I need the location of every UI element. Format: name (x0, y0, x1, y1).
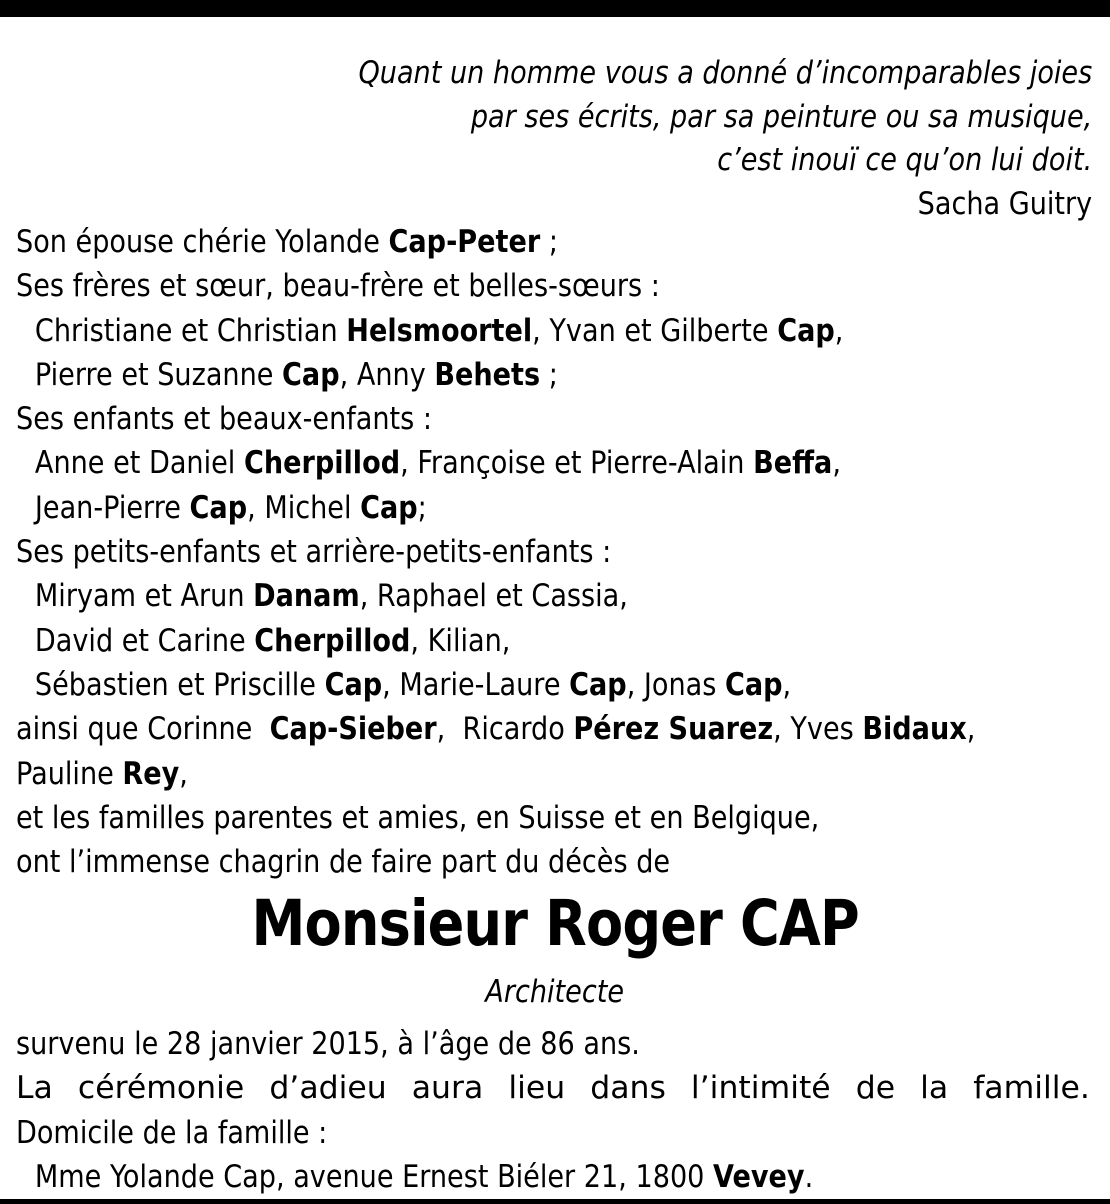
children-text: Jean-Pierre (34, 489, 190, 526)
family-surname: Cap (282, 356, 340, 393)
children-line-1 (16, 441, 1100, 485)
top-border-rule (0, 0, 1110, 17)
family-surname: Danam (253, 578, 360, 615)
punctuation: ; (417, 489, 427, 526)
spouse-line (16, 220, 1100, 264)
children-line-2 (16, 486, 1100, 530)
address-text: Mme Yolande Cap, avenue Ernest Biéler 21, 1800 (34, 1158, 714, 1195)
family-surname: Cherpillod (243, 445, 401, 482)
siblings-line-1 (16, 309, 1100, 353)
punctuation: , (832, 445, 841, 482)
others-line-1 (16, 707, 1100, 751)
announcement-line: ont l’immense chagrin de faire part du décès de (16, 844, 671, 881)
punctuation: , (782, 666, 792, 703)
others-text: Pauline (16, 755, 123, 792)
deceased-profession (0, 970, 1110, 1014)
ceremony-word: famille. (973, 1070, 1090, 1107)
grandchildren-line-1 (16, 574, 1100, 618)
family-surname: Cap (777, 312, 835, 349)
others-text: , Ricardo (436, 711, 574, 748)
spouse-name: Cap-Peter (388, 224, 541, 260)
punctuation: . (804, 1158, 814, 1195)
grandchildren-text: , Jonas (626, 666, 725, 703)
deceased-name-text: Monsieur Roger CAP (251, 887, 859, 960)
punctuation: , (966, 711, 976, 748)
punctuation: , (179, 755, 188, 792)
grandchildren-text: David et Carine (34, 622, 255, 659)
siblings-text: Pierre et Suzanne (34, 356, 283, 393)
siblings-line-2 (16, 353, 1100, 397)
siblings-text: , Yvan et Gilberte (532, 312, 778, 349)
family-surname: Beffa (753, 445, 833, 482)
ceremony-word: lieu (508, 1070, 566, 1107)
family-surname: Cap (189, 489, 248, 526)
spouse-prefix: Son épouse chérie Yolande (16, 224, 389, 260)
deceased-name (0, 884, 1110, 964)
family-surname: Rey (122, 755, 180, 792)
ceremony-word: cérémonie (77, 1070, 245, 1107)
bottom-border-rule (0, 1199, 1110, 1204)
ceremony-word: de (855, 1070, 896, 1107)
spouse-suffix: ; (540, 224, 558, 260)
others-text: ainsi que Corinne (16, 711, 270, 748)
grandchildren-heading: Ses petits-enfants et arrière-petits-enfants : (16, 534, 612, 571)
siblings-text: , Anny (339, 356, 435, 393)
siblings-heading: Ses frères et sœur, beau-frère et belles-sœurs : (16, 268, 660, 305)
punctuation: ; (540, 356, 558, 393)
family-surname: Cap (360, 489, 418, 526)
others-line-2 (16, 752, 1100, 796)
relatives-line: et les familles parentes et amies, en Suisse et en Belgique, (16, 799, 820, 836)
grandchildren-text: , Raphael et Cassia, (359, 578, 628, 615)
family-surname: Cap (724, 666, 783, 703)
ceremony-word: aura (411, 1070, 484, 1107)
grandchildren-line-3 (16, 663, 1100, 707)
family-surname: Cap (324, 666, 383, 703)
death-date-line: survenu le 28 janvier 2015, à l’âge de 86 ans. (16, 1026, 640, 1062)
grandchildren-text: , Marie-Laure (382, 666, 570, 703)
family-surname: Behets (434, 356, 541, 393)
address-city: Vevey (713, 1158, 805, 1195)
grandchildren-text: Miryam et Arun (34, 578, 254, 615)
quote-author: Sacha Guitry (917, 185, 1092, 222)
ceremony-word: dans (590, 1070, 666, 1107)
ceremony-word: d’adieu (269, 1070, 387, 1107)
children-heading: Ses enfants et beaux-enfants : (16, 401, 433, 438)
family-surname: Bidaux (862, 711, 967, 748)
grandchildren-text: Sébastien et Priscille (34, 666, 325, 703)
children-text: Anne et Daniel (34, 445, 244, 482)
punctuation: , (834, 312, 844, 349)
family-surname: Helsmoortel (346, 312, 533, 349)
quote-line-3: c’est inouï ce qu’on lui doit. (717, 142, 1092, 178)
ceremony-word: La (16, 1070, 53, 1107)
quote-line-2: par ses écrits, par sa peinture ou sa musique, (470, 98, 1092, 135)
family-surname: Cherpillod (254, 622, 411, 659)
funeral-details (16, 1022, 1106, 1199)
domicile-heading: Domicile de la famille : (16, 1114, 328, 1151)
children-text: , Michel (247, 489, 361, 526)
deceased-profession-text: Architecte (485, 974, 625, 1010)
family-surname: Cap-Sieber (269, 711, 437, 748)
family-surname: Cap (569, 666, 627, 703)
others-text: , Yves (773, 711, 863, 748)
grandchildren-line-2 (16, 619, 1100, 663)
address-line (16, 1155, 953, 1199)
epigraph-quote (358, 52, 1092, 226)
children-text: , Françoise et Pierre-Alain (400, 445, 754, 482)
family-surname: Pérez Suarez (573, 711, 774, 748)
family-announcement (16, 220, 1100, 884)
ceremony-word: la (920, 1070, 949, 1107)
siblings-text: Christiane et Christian (34, 312, 347, 349)
grandchildren-text: , Kilian, (410, 622, 511, 659)
quote-line-1: Quant un homme vous a donné d’incomparables joies (358, 55, 1092, 91)
ceremony-word: l’intimité (690, 1070, 831, 1107)
ceremony-line (16, 1066, 1090, 1110)
